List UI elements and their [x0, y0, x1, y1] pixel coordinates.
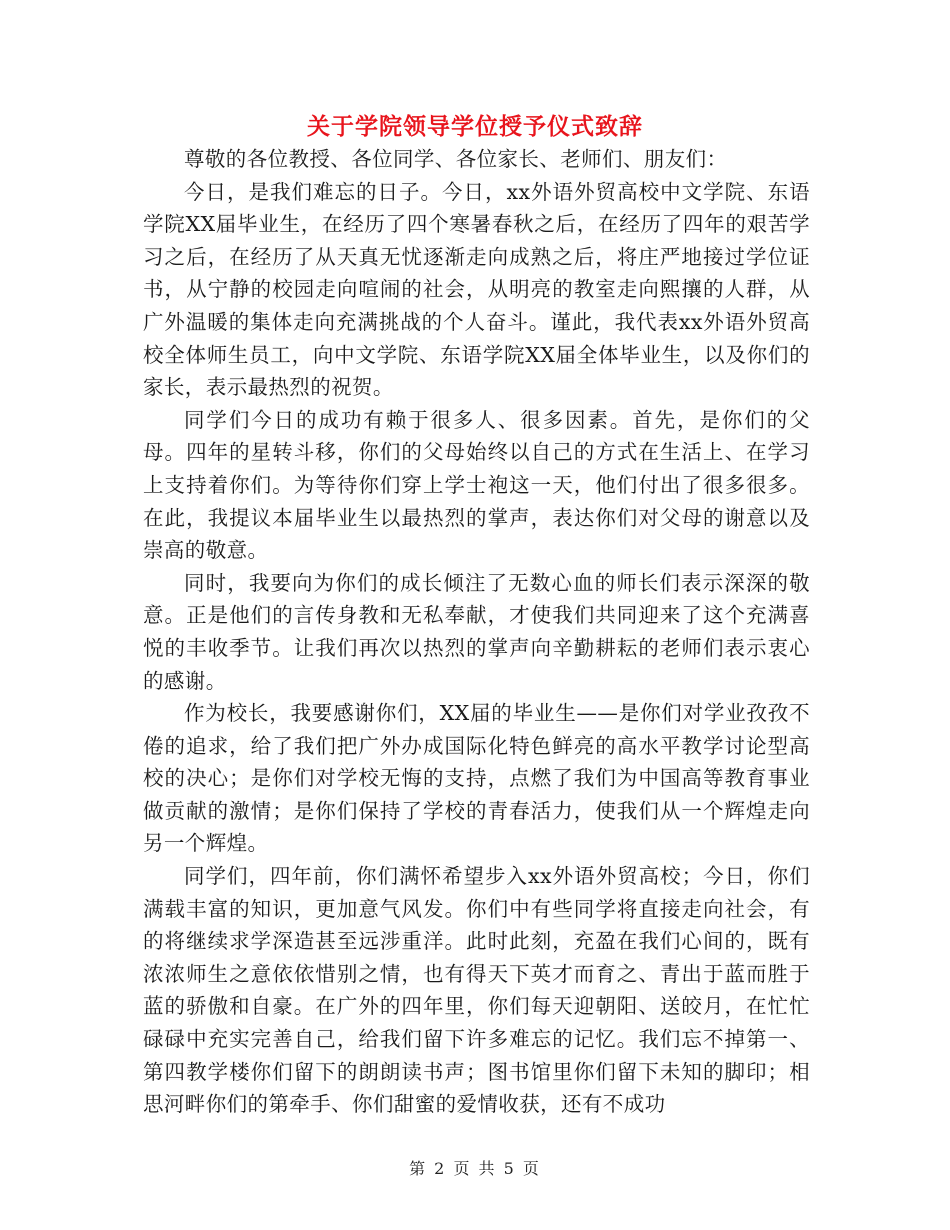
page-number-footer: 第 2 页 共 5 页 [409, 1159, 541, 1178]
paragraph: 同时，我要向为你们的成长倾注了无数心血的师长们表示深深的敬意。正是他们的言传身教和无私奉献，才使我们共同迎来了这个充满喜悦的丰收季节。让我们再次以热烈的掌声向辛勤耕耘的老师们表示衷心的感谢。 [143, 570, 810, 693]
paragraph: 同学们，四年前，你们满怀希望步入xx外语外贸高校；今日，你们满载丰富的知识，更加意气风发。你们中有些同学将直接走向社会，有的将继续求学深造甚至远涉重洋。此时此刻，充盈在我们心间的，既有浓浓师生之意依依惜别之情，也有得天下英才而育之、青出于蓝而胜于蓝的骄傲和自豪。在广外的四年里，你们每天迎朝阳、送皎月，在忙忙碌碌中充实完善自己，给我们留下许多难忘的记忆。我们忘不掉第一、第四教学楼你们留下的朗朗读书声；图书馆里你们留下未知的脚印；相思河畔你们的第牵手、你们甜蜜的爱情收获，还有不成功 [143, 864, 810, 1117]
paragraph: 同学们今日的成功有赖于很多人、很多因素。首先，是你们的父母。四年的星转斗移，你们的父母始终以自己的方式在生活上、在学习上支持着你们。为等待你们穿上学士袍这一天，他们付出了很多很多。在此，我提议本届毕业生以最热烈的掌声，表达你们对父母的谢意以及崇高的敬意。 [143, 407, 810, 563]
document-title: 关于学院领导学位授予仪式致辞 [307, 113, 643, 140]
paragraph: 作为校长，我要感谢你们，XX届的毕业生——是你们对学业孜孜不倦的追求，给了我们把广外办成国际化特色鲜亮的高水平教学讨论型高校的决心；是你们对学校无悔的支持，点燃了我们为中国高等教育事业做贡献的激情；是你们保持了学校的青春活力，使我们从一个辉煌走向另一个辉煌。 [143, 701, 810, 856]
paragraph: 今日，是我们难忘的日子。今日，xx外语外贸高校中文学院、东语学院XX届毕业生，在经历了四个寒暑春秋之后，在经历了四年的艰苦学习之后，在经历了从天真无忧逐渐走向成熟之后，将庄严地接过学位证书，从宁静的校园走向喧闹的社会，从明亮的教室走向熙攘的人群，从广外温暖的集体走向充满挑战的个人奋斗。谨此，我代表xx外语外贸高校全体师生员工，向中文学院、东语学院XX届全体毕业生，以及你们的家长，表示最热烈的祝贺。 [143, 179, 810, 400]
paragraph-salutation: 尊敬的各位教授、各位同学、各位家长、老师们、朋友们： [184, 147, 728, 171]
document-body [143, 143, 810, 1121]
